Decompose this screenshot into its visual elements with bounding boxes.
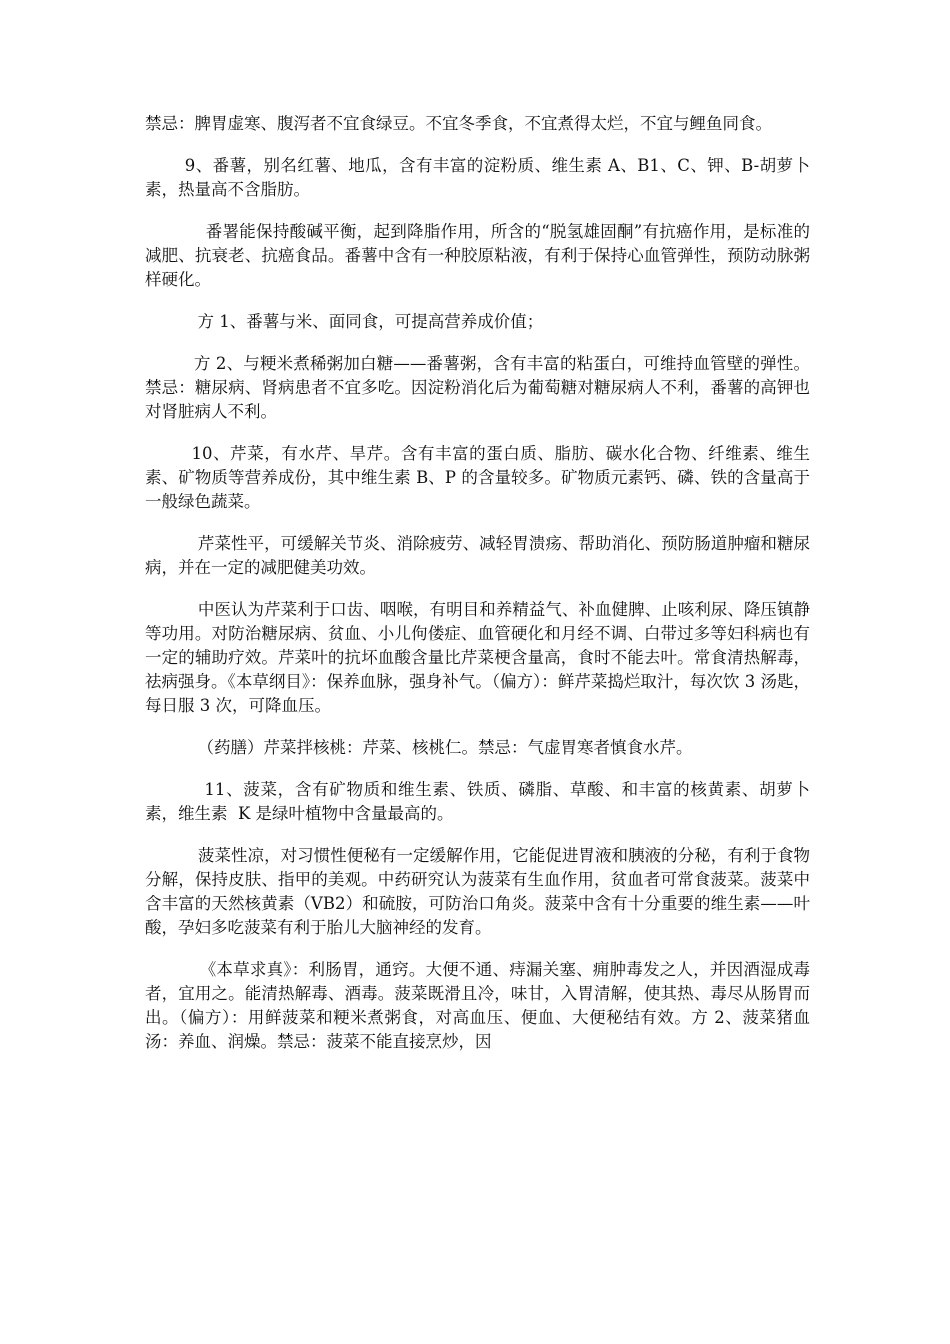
paragraph-celery-recipe: （药膳）芹菜拌核桃：芹菜、核桃仁。禁忌：气虚胃寒者慎食水芹。 [145, 738, 693, 757]
paragraph-sweet-potato-recipe-2: 方 2、与粳米煮稀粥加白糖——番薯粥，含有丰富的粘蛋白，可维持血管壁的弹性。禁忌：糖尿病、肾病患者不宜多吃。因淀粉消化后为葡萄糖对糖尿病人不利，番薯的高钾也对肾脏病人不利。 [145, 354, 810, 421]
document-page [145, 112, 810, 1072]
paragraph-mung-bean-taboo: 禁忌：脾胃虚寒、腹泻者不宜食绿豆。不宜冬季食，不宜煮得太烂，不宜与鲤鱼同食。 [145, 114, 772, 133]
paragraph-celery-tcm: 中医认为芹菜利于口齿、咽喉，有明目和养精益气、补血健脾、止咳利尿、降压镇静等功用。对防治糖尿病、贫血、小儿佝偻症、血管硬化和月经不调、白带过多等妇科病也有一定的辅助疗效。芹菜叶的抗坏血酸含量比芹菜梗含量高，食时不能去叶。常食清热解毒，祛病强身。《本草纲目》：保养血脉，强身补气。（偏方）：鲜芹菜捣烂取汁，每次饮 3 汤匙，每日服 3 次，可降血压。 [145, 600, 811, 715]
paragraph-sweet-potato-intro: 9、番薯，别名红薯、地瓜，含有丰富的淀粉质、维生素 A、B1、C、钾、B-胡萝卜素，热量高不含脂肪。 [145, 156, 810, 199]
paragraph-sweet-potato-benefits: 番署能保持酸碱平衡，起到降脂作用，所含的“脱氢雄固酮”有抗癌作用，是标准的减肥、抗衰老、抗癌食品。番薯中含有一种胶原粘液，有利于保持心血管弹性，预防动脉粥样硬化。 [145, 222, 810, 289]
paragraph-spinach-intro: 11、菠菜，含有矿物质和维生素、铁质、磷脂、草酸、和丰富的核黄素、胡萝卜素，维生素 K 是绿叶植物中含量最高的。 [145, 780, 811, 823]
paragraph-celery-properties: 芹菜性平，可缓解关节炎、消除疲劳、减轻胃溃疡、帮助消化、预防肠道肿瘤和糖尿病，并在一定的减肥健美功效。 [145, 534, 811, 577]
paragraph-sweet-potato-recipe-1: 方 1、番薯与米、面同食，可提高营养成价值； [145, 312, 544, 331]
paragraph-spinach-classic: 《本草求真》：利肠胃，通窍。大便不通、痔漏关塞、痈肿毒发之人，并因酒湿成毒者，宜用之。能清热解毒、酒毒。菠菜既滑且冷，味甘，入胃清解，使其热、毒尽从肠胃而出。（偏方）：用鲜菠菜和粳米煮粥食，对高血压、便血、大便秘结有效。方 2、菠菜猪血汤：养血、润燥。禁忌：菠菜不能直接烹炒，因 [145, 960, 810, 1051]
paragraph-spinach-properties: 菠菜性凉，对习惯性便秘有一定缓解作用，它能促进胃液和胰液的分秘，有利于食物分解，保持皮肤、指甲的美观。中药研究认为菠菜有生血作用，贫血者可常食菠菜。菠菜中含丰富的天然核黄素（VB2）和硫胺，可防治口角炎。菠菜中含有十分重要的维生素——叶酸，孕妇多吃菠菜有利于胎儿大脑神经的发育。 [145, 846, 811, 937]
paragraph-celery-intro: 10、芹菜，有水芹、旱芹。含有丰富的蛋白质、脂肪、碳水化合物、纤维素、维生素、矿物质等营养成份，其中维生素 B、P 的含量较多。矿物质元素钙、磷、铁的含量高于一般绿色蔬菜。 [145, 444, 810, 511]
